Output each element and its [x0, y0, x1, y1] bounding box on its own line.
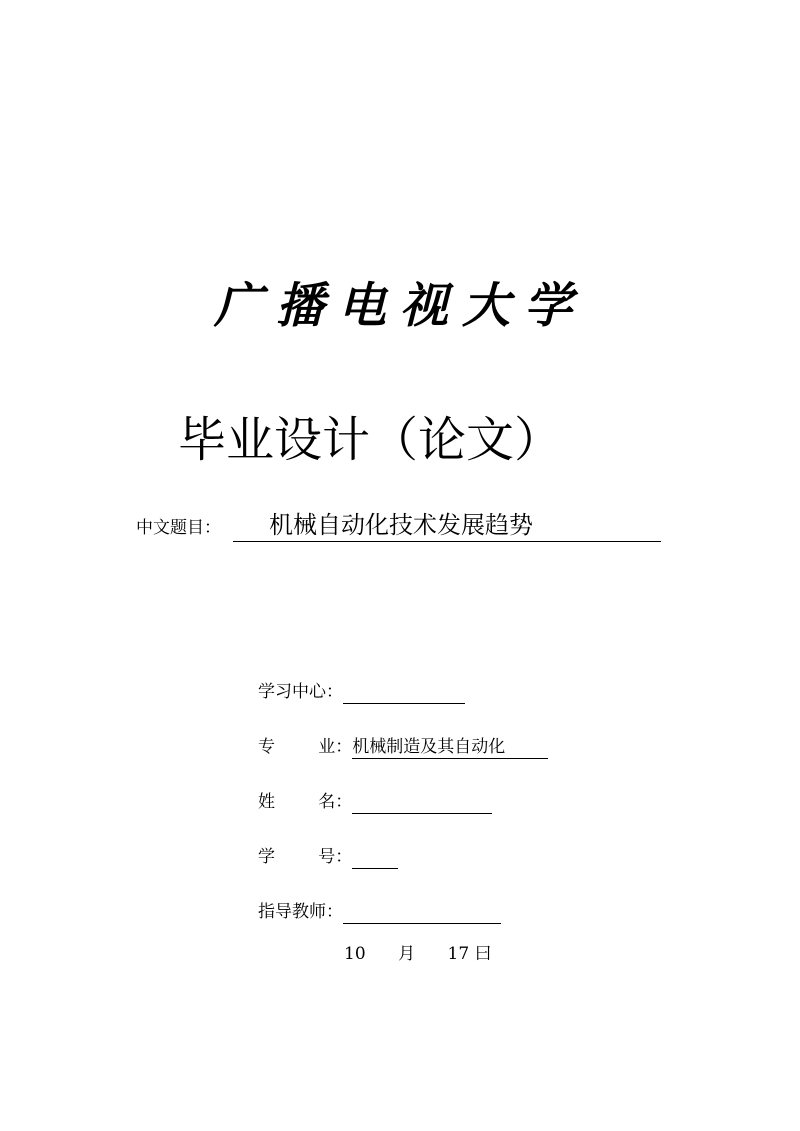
student-id-label: 学 号： — [258, 847, 353, 867]
chinese-title-value: 机械自动化技术发展趋势 — [233, 509, 661, 542]
chinese-title-row — [136, 510, 661, 542]
major-field — [258, 735, 548, 759]
date-day-unit: 曰 — [474, 944, 492, 964]
study-center-field — [258, 680, 465, 704]
study-center-label: 学习中心： — [258, 682, 343, 702]
name-label: 姓 名： — [258, 792, 353, 812]
advisor-label: 指导教师： — [258, 902, 343, 922]
student-id-field — [258, 845, 398, 869]
name-field — [258, 790, 492, 814]
major-value: 机械制造及其自动化 — [352, 736, 548, 759]
study-center-value — [343, 681, 465, 704]
date-month-unit: 月 — [398, 944, 416, 964]
date-month: 10 — [344, 944, 366, 964]
advisor-value — [343, 901, 501, 924]
major-label: 专 业： — [258, 737, 353, 757]
university-name: 广播电视大学 — [213, 278, 586, 334]
name-value — [352, 791, 492, 814]
student-id-value — [352, 846, 398, 869]
document-type-heading: 毕业设计（论文） — [178, 412, 563, 468]
advisor-field — [258, 900, 501, 924]
chinese-title-label: 中文题目： — [136, 518, 221, 538]
date-line — [344, 942, 492, 966]
date-day: 17 — [447, 944, 470, 964]
